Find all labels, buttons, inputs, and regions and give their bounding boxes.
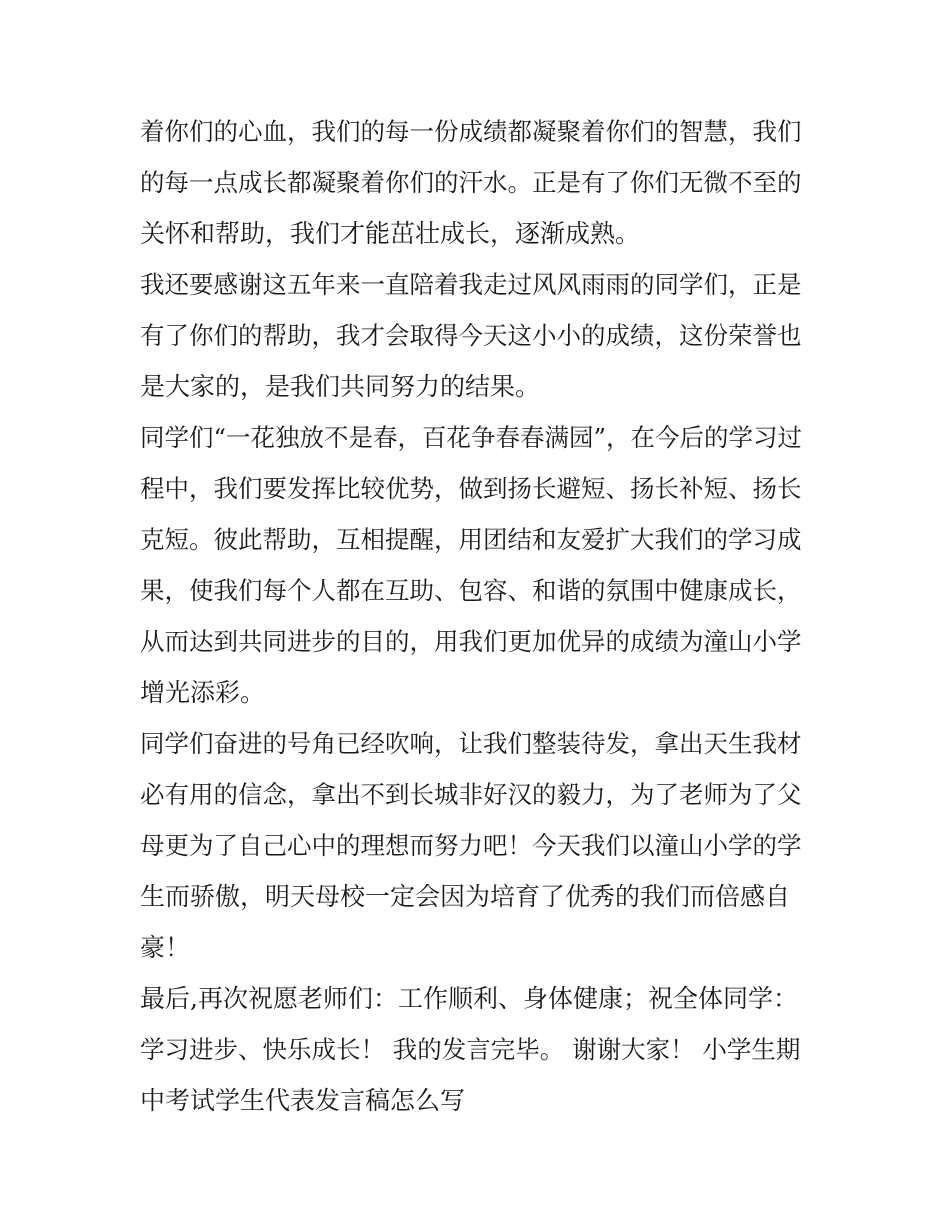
text-line: 有了你们的帮助，我才会取得今天这小小的成绩，这份荣誉也: [140, 321, 802, 350]
text-line: 着你们的心血，我们的每一份成绩都凝聚着你们的智慧，我们: [140, 117, 802, 146]
text-line: 生而骄傲，明天母校一定会因为培育了优秀的我们而倍感自: [140, 882, 791, 911]
text-line: 果，使我们每个人都在互助、包容、和谐的氛围中健康成长，: [140, 576, 802, 605]
text-line: 豪！: [140, 933, 191, 962]
text-line: 增光添彩。: [140, 678, 266, 707]
text-line: 学习进步、快乐成长！ 我的发言完毕。 谢谢大家！ 小学生期: [140, 1035, 801, 1064]
text-line: 必有用的信念，拿出不到长城非好汉的毅力，为了老师为了父: [140, 780, 802, 809]
text-line: 关怀和帮助，我们才能茁壮成长，逐渐成熟。: [140, 219, 641, 248]
document-body: [140, 106, 812, 1126]
text-line: 母更为了自己心中的理想而努力吧！今天我们以潼山小学的学: [140, 831, 802, 860]
text-line: 克短。彼此帮助，互相提醒，用团结和友爱扩大我们的学习成: [140, 525, 802, 554]
text-line: 是大家的，是我们共同努力的结果。: [140, 372, 541, 401]
text-line: 我还要感谢这五年来一直陪着我走过风风雨雨的同学们，正是: [140, 270, 802, 299]
text-line: 程中，我们要发挥比较优势，做到扬长避短、扬长补短、扬长: [140, 474, 802, 503]
text-line: 同学们奋进的号角已经吹响，让我们整装待发，拿出天生我材: [140, 729, 802, 758]
text-line: 从而达到共同进步的目的，用我们更加优异的成绩为潼山小学: [140, 627, 802, 656]
text-line: 的每一点成长都凝聚着你们的汗水。正是有了你们无微不至的: [140, 168, 802, 197]
text-line: 同学们“一花独放不是春，百花争春春满园”，在今后的学习过: [140, 423, 803, 452]
text-line: 中考试学生代表发言稿怎么写: [140, 1086, 466, 1115]
text-line: 最后,再次祝愿老师们：工作顺利、身体健康；祝全体同学：: [140, 984, 798, 1013]
